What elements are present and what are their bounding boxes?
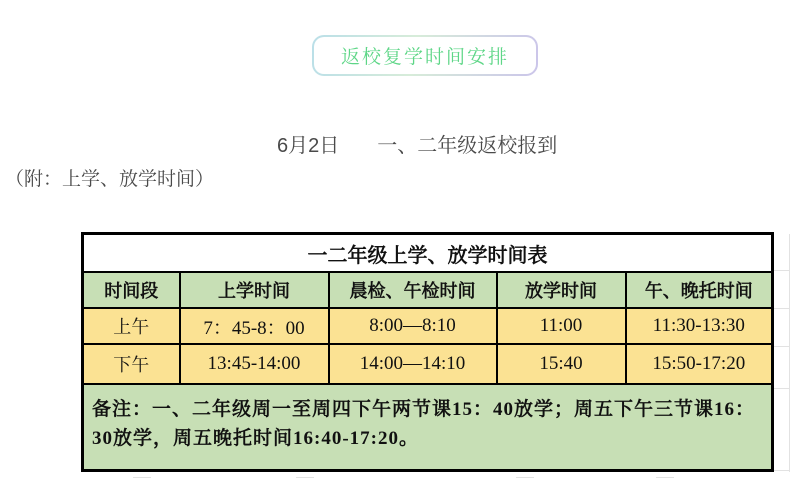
schedule-table [81,232,774,472]
table-note-row [83,384,773,471]
gridline-remnant [774,308,790,309]
table-row-morning [83,308,773,344]
gridline-remnant [133,477,151,478]
table-note: 备注：一、二年级周一至周四下午两节课15：40放学；周五下午三节课16：30放学，周五晚托时间16:40-17:20。 [83,384,773,471]
cell-period-pm: 下午 [83,344,180,384]
heading-event: 一、二年级返校报到 [377,135,558,157]
table-row-afternoon [83,344,773,384]
cell-pm-dismissal-time: 15:40 [497,344,626,384]
gridline-remnant [516,477,534,478]
cell-am-dismissal-time: 11:00 [497,308,626,344]
table-title-row [83,234,773,273]
gridline-remnant [774,270,790,271]
table-title: 一二年级上学、放学时间表 [83,234,773,273]
cell-pm-care-time: 15:50-17:20 [626,344,773,384]
column-header-period: 时间段 [83,272,180,308]
cell-pm-check-time: 14:00—14:10 [329,344,497,384]
title-badge-label: 返校复学时间安排 [340,47,509,68]
cell-am-check-time: 8:00—8:10 [329,308,497,344]
cell-am-care-time: 11:30-13:30 [626,308,773,344]
subheading: （附：上学、放学时间） [5,169,215,190]
heading [277,129,557,158]
gridline-remnant [656,477,674,478]
gridline-remnant [774,470,790,471]
cell-am-school-time: 7：45-8：00 [180,308,329,344]
gridline-remnant [774,346,790,347]
column-header-dismissal-time: 放学时间 [497,272,626,308]
column-header-check-time: 晨检、午检时间 [329,272,497,308]
cell-period-am: 上午 [83,308,180,344]
gridline-remnant [774,388,790,389]
table-header-row [83,272,773,308]
column-header-care-time: 午、晚托时间 [626,272,773,308]
gridline-remnant [296,477,314,478]
cell-pm-school-time: 13:45-14:00 [180,344,329,384]
column-header-school-time: 上学时间 [180,272,329,308]
heading-date: 6月2日 [277,135,340,157]
title-badge [312,35,538,76]
